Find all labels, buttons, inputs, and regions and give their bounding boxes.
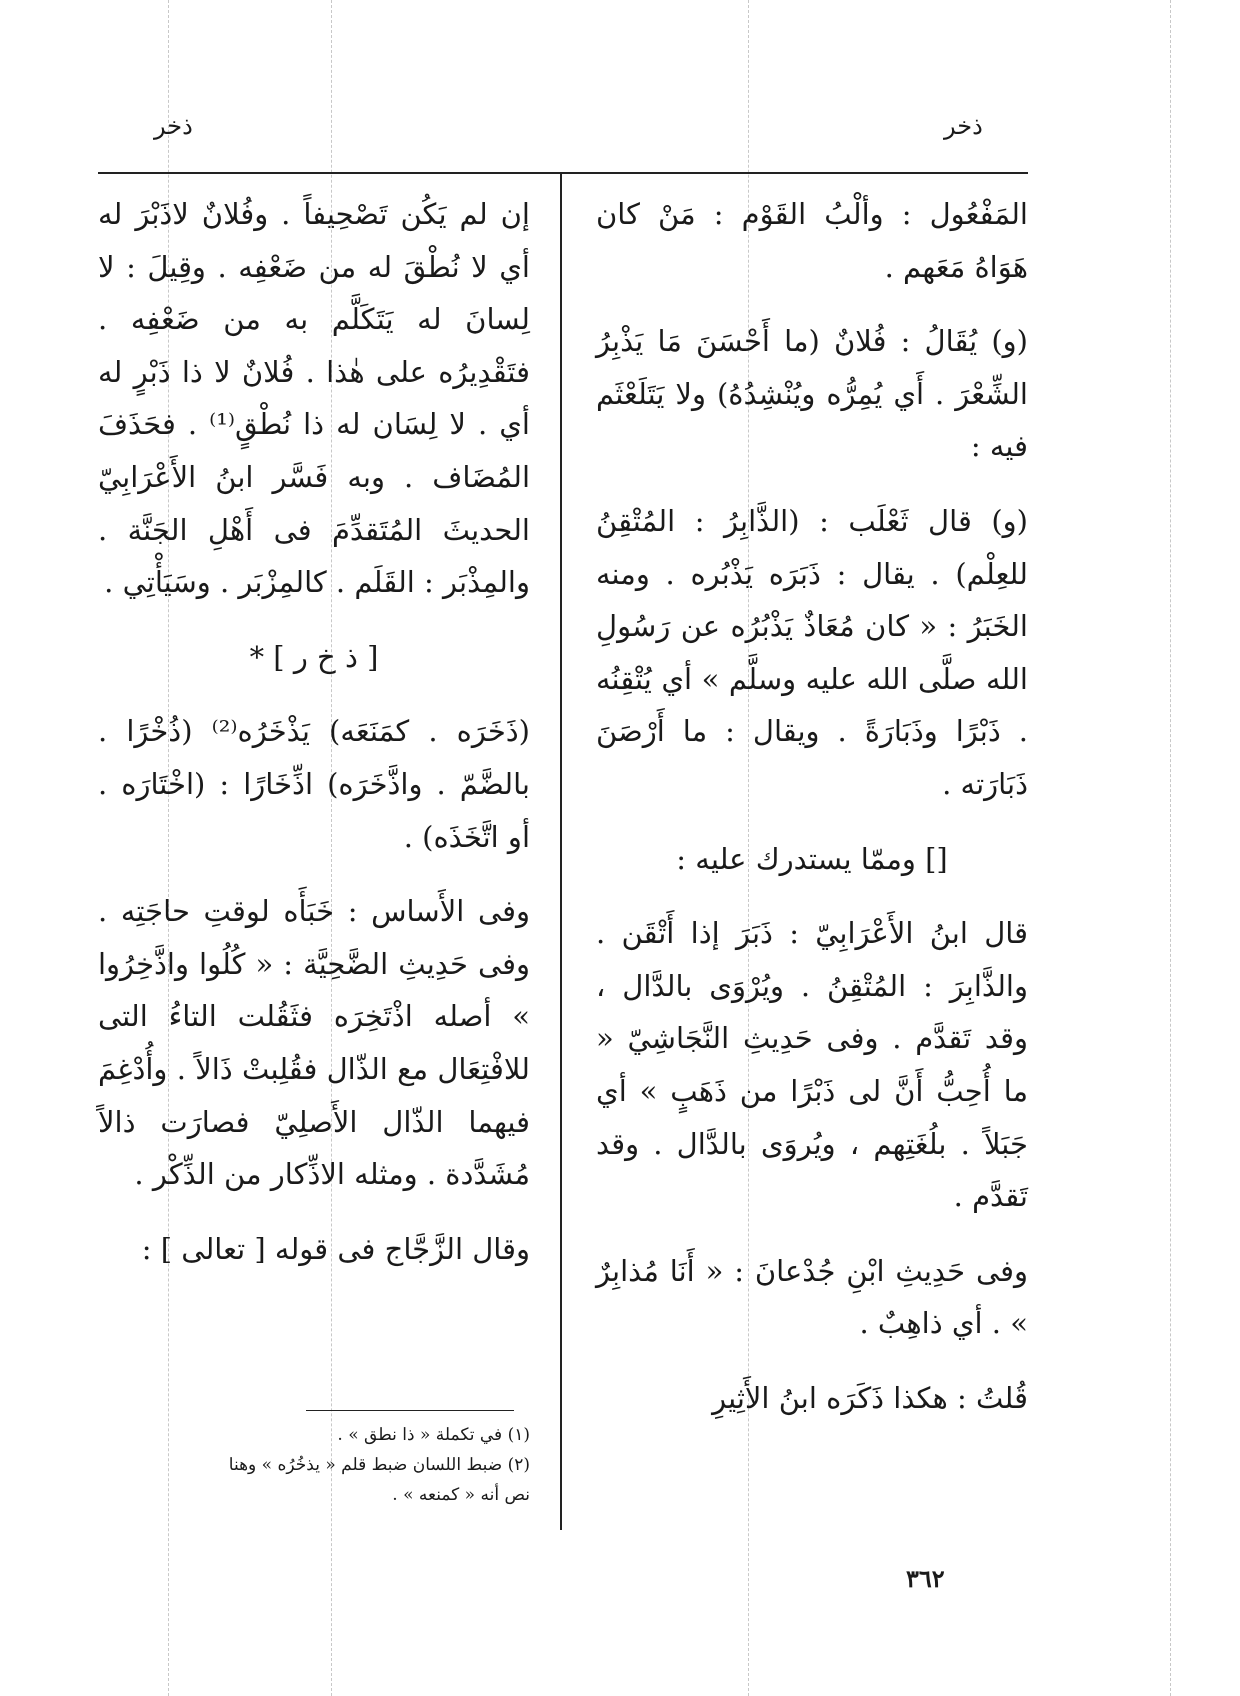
paragraph: وقال الزَّجَّاج فى قوله [ تعالى ] : [141,1231,530,1266]
page-number: ٣٦٢ [906,1564,945,1593]
running-head-left: ذخر [154,112,193,140]
footnote: (٢) ضبط اللسان ضبط قلم « يذخُرُه » وهنا نص أنه « كمنعه » . [228,1455,530,1505]
right-text-column [596,188,1028,1446]
paragraph: (ذَخَرَه . كمَنَعَه) يَذْخَرُه⁽²⁾ (ذُخْرًا . بالضَّمّ . واذَّخَرَه) اذِّخَارًا : (اخْتَارَه . أو اتَّخَذَه) . [98,714,530,854]
column-divider [560,174,562,1530]
paragraph: وفى الأَساس : خَبَأَه لوقتِ حاجَتِه . وفى حَدِيثِ الضَّحِيَّة : « كُلُوا واذَّخِرُوا » أصله اذْتَخِرَه فثَقُلت التاءُ التى للافْتِعَال مع الذّال فقُلِبتْ ذَالاً . وأُدْغِمَ فيهما الذّال الأَصلِيّ فصارَت ذالاً مُشَدَّدة . ومثله الاذِّكار من الذِّكْر . [98,894,530,1192]
paragraph: إن لم يَكُن تَصْحِيفاً . وفُلانٌ لاذَبْرَ له أي لا نُطْقَ له من ضَعْفِه . وقِيلَ : لا لِسانَ له يَتَكَلَّم به من ضَعْفِه . فتَقْدِيرُه على هٰذا . فُلانٌ لا ذا ذَبْرٍ له أي . لا لِسَان له ذا نُطْقٍ⁽¹⁾ . فحَذَفَ المُضَاف . وبه فَسَّر ابنُ الأَعْرَابِيّ الحديثَ المُتَقدِّمَ فى أَهْلِ الجَنَّة . والمِذْبَر : القَلَم . كالمِزْبَر . وسَيَأْتِي . [98,197,530,600]
left-text-column [98,188,530,1297]
paragraph: (و) قال ثَعْلَب : (الذَّابِرُ : المُتْقِنُ للعِلْم) . يقال : ذَبَرَه يَذْبُره . ومنه الخَبَرُ : « كان مُعَاذٌ يَذْبُرُه عن رَسُولِ الله صلَّى الله عليه وسلَّم » أي يُتْقِنُه . ذَبْرًا وذَبَارَةً . ويقال : ما أَرْصَنَ ذَبَارَته . [596,503,1028,801]
paragraph: وفى حَدِيثِ ابْنِ جُدْعانَ : « أَنَا مُذابِرٌ » . أي ذاهِبٌ . [596,1253,1028,1341]
scan-guide-line [1170,0,1171,1696]
paragraph: قال ابنُ الأَعْرَابِيّ : ذَبَرَ إذا أَتْقَن . والذَّابِرَ : المُتْقِنُ . ويُرْوَى بالدَّال ، وقد تَقدَّم . وفى حَدِيثِ النَّجَاشِيّ « ما أُحِبُّ أَنَّ لى ذَبْرًا من ذَهَبٍ » أي جَبَلاً . بلُغَتِهم ، ويُروَى بالدَّال . وقد تَقدَّم . [596,916,1028,1214]
paragraph: قُلتُ : هكذا ذَكَرَه ابنُ الأَثِيرِ [712,1380,1028,1415]
header-rule [98,172,1028,174]
footnote: (١) في تكملة « ذا نطق » . [337,1425,530,1445]
paragraph: (و) يُقَالُ : فُلانٌ (ما أَحْسَنَ مَا يَذْبِرُ الشِّعْرَ . أَي يُمِرُّه ويُنْشِدُهُ) ولا يَتَلَعْثَم فيه : [596,324,1028,464]
footnote-rule [306,1410,514,1411]
entry-heading: [ ذ خ ر ] * [249,639,379,674]
footnotes [220,1420,530,1510]
running-head-right: ذخر [944,112,983,140]
paragraph: [] وممّا يستدرك عليه : [676,841,948,876]
paragraph: المَفْعُول : وألْبُ القَوْم : مَنْ كان هَوَاهُ مَعَهم . [596,197,1028,284]
